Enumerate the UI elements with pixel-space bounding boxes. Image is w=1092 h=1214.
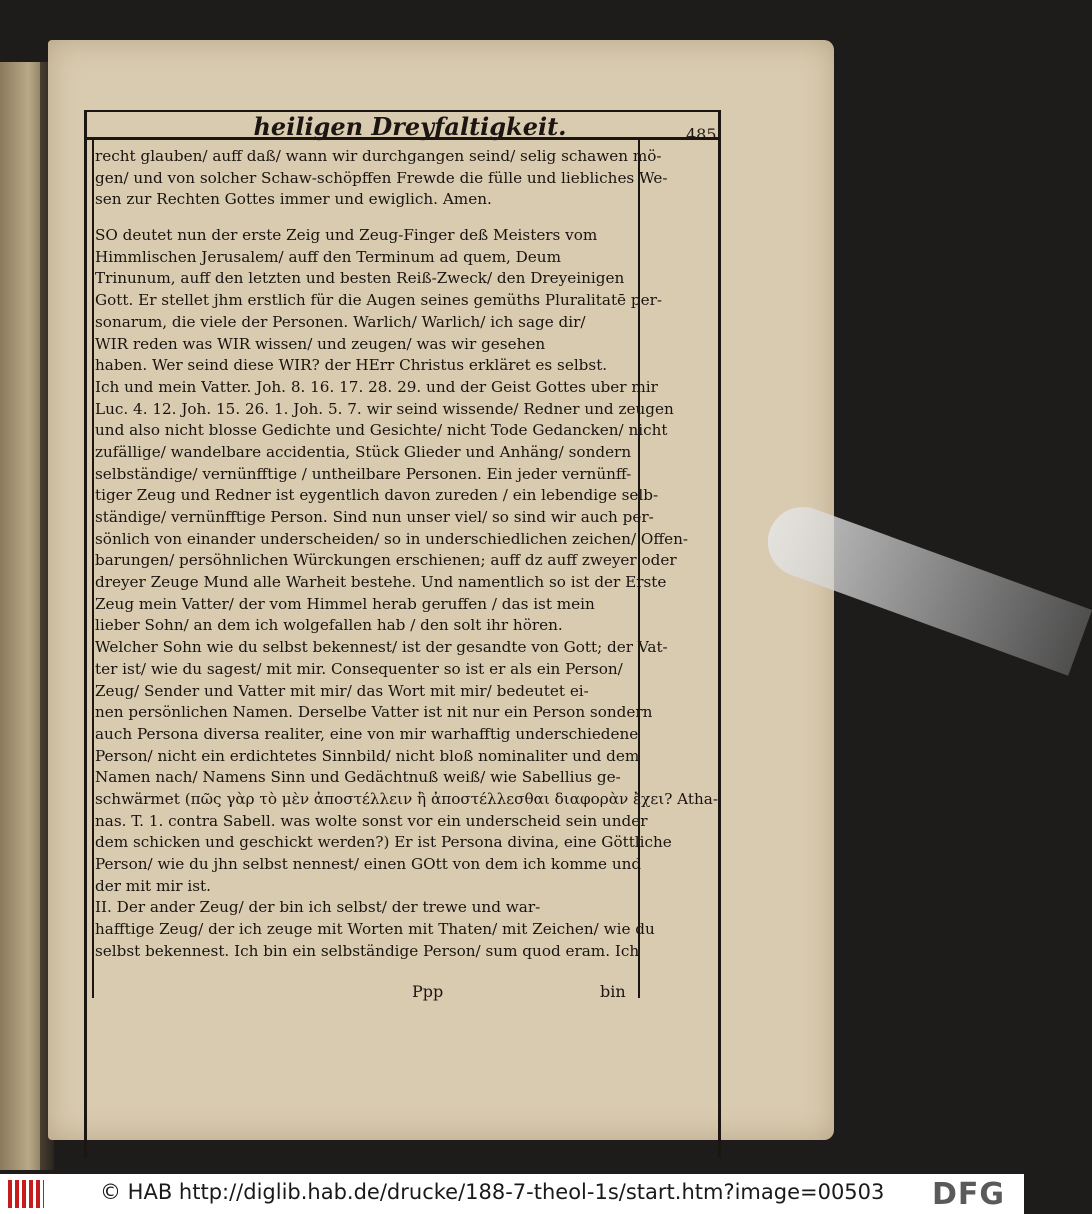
copyright-link[interactable]: © HAB http://diglib.hab.de/drucke/188-7-theol-1s/start.htm?image=00503	[100, 1180, 885, 1204]
text-line: hafftige Zeug/ der ich zeuge mit Worten mit Thaten/ mit Zeichen/ wie du	[95, 920, 655, 939]
text-line: recht glauben/ auff daß/ wann wir durchgangen seind/ selig schawen mö-	[95, 147, 662, 165]
text-line: II. Der ander Zeug/ der bin ich selbst/ der trewe und war-	[95, 898, 541, 917]
text-line: dreyer Zeuge Mund alle Warheit bestehe. Und namentlich so ist der Erste	[95, 573, 667, 592]
text-line: dem schicken und geschickt werden?) Er ist Persona divina, eine Göttliche	[95, 833, 672, 852]
body-text	[95, 146, 718, 962]
text-line: Namen nach/ Namens Sinn und Gedächtnuß weiß/ wie Sabellius ge-	[95, 768, 621, 787]
text-line: Trinunum, auff den letzten und besten Reiß-Zweck/ den Dreyeinigen	[95, 269, 625, 288]
text-line: Himmlischen Jerusalem/ auff den Terminum ad quem, Deum	[95, 247, 561, 266]
text-line: Luc. 4. 12. Joh. 15. 26. 1. Joh. 5. 7. wir seind wissende/ Redner und zeugen	[95, 399, 674, 418]
text-line: auch Persona diversa realiter, eine von mir warhafftig underschiedene	[95, 724, 639, 743]
dfg-logo: DFG	[932, 1177, 1006, 1212]
paragraph-gap	[95, 211, 633, 225]
text-line: nen persönlichen Namen. Derselbe Vatter ist nit nur ein Person sondern	[95, 703, 653, 722]
text-line: nas. T. 1. contra Sabell. was wolte sonst vor ein underscheid sein under	[95, 811, 648, 830]
text-line: schwärmet (πῶς γὰρ τὸ μὲν ἀποστέλλειν ἢ ἀποστέλλεσθαι διαφορὰν ἔχει? Atha-	[95, 789, 718, 808]
text-line: ständige/ vernünfftige Person. Sind nun unser viel/ so sind wir auch per-	[95, 508, 654, 526]
text-line: WIR reden was WIR wissen/ und zeugen/ was wir gesehen	[95, 334, 546, 353]
text-line: und also nicht blosse Gedichte und Gesichte/ nicht Tode Gedancken/ nicht	[95, 421, 668, 440]
text-line: haben. Wer seind diese WIR? der HErr Christus erkläret es selbst.	[95, 356, 608, 375]
text-line: Ich und mein Vatter. Joh. 8. 16. 17. 28. 29. und der Geist Gottes uber mir	[95, 377, 658, 396]
text-line: lieber Sohn/ an dem ich wolgefallen hab / den solt ihr hören.	[95, 616, 563, 635]
text-line: Person/ wie du jhn selbst nennest/ einen GOtt von dem ich komme und	[95, 855, 642, 873]
text-line: sönlich von einander underscheiden/ so in underschiedlichen zeichen/ Offen-	[95, 529, 689, 548]
barcode-icon	[8, 1180, 44, 1208]
text-line: Zeug/ Sender und Vatter mit mir/ das Wort mit mir/ bedeutet ei-	[95, 681, 589, 700]
page-number: 485	[686, 125, 717, 144]
text-line: selbständige/ vernünfftige / untheilbare Personen. Ein jeder vernünff-	[95, 464, 632, 483]
text-line: gen/ und von solcher Schaw-schöpffen Frewde die fülle und liebliches We-	[95, 168, 668, 187]
running-head: heiligen Dreyfaltigkeit.	[253, 112, 567, 141]
text-line: zufällige/ wandelbare accidentia, Stück Glieder und Anhäng/ sondern	[95, 442, 632, 461]
text-line: tiger Zeug und Redner ist eygentlich davon zureden / ein lebendige selb-	[95, 486, 659, 505]
text-line: Gott. Er stellet jhm erstlich für die Augen seines gemüths Pluralitatē per-	[95, 291, 662, 310]
text-line: der mit mir ist.	[95, 876, 211, 895]
text-line: Zeug mein Vatter/ der vom Himmel herab geruffen / das ist mein	[95, 594, 595, 613]
text-line: sen zur Rechten Gottes immer und ewiglich. Amen.	[95, 190, 492, 209]
catchword: bin	[600, 982, 626, 1001]
footer-bar	[0, 1174, 1024, 1214]
text-line: ter ist/ wie du sagest/ mit mir. Consequenter so ist er als ein Person/	[95, 659, 623, 678]
text-line: barungen/ persöhnlichen Würckungen erschienen; auff dz auff zweyer oder	[95, 551, 677, 570]
text-line: SO deutet nun der erste Zeig und Zeug-Finger deß Meisters vom	[95, 226, 598, 245]
text-line: Welcher Sohn wie du selbst bekennest/ ist der gesandte von Gott; der Vat-	[95, 638, 668, 657]
text-line: selbst bekennest. Ich bin ein selbständige Person/ sum quod eram. Ich	[95, 941, 640, 960]
signature-mark: Ppp	[412, 982, 444, 1001]
text-line: Person/ nicht ein erdichtetes Sinnbild/ nicht bloß nominaliter und dem	[95, 746, 640, 765]
text-line: sonarum, die viele der Personen. Warlich/ Warlich/ ich sage dir/	[95, 312, 586, 331]
